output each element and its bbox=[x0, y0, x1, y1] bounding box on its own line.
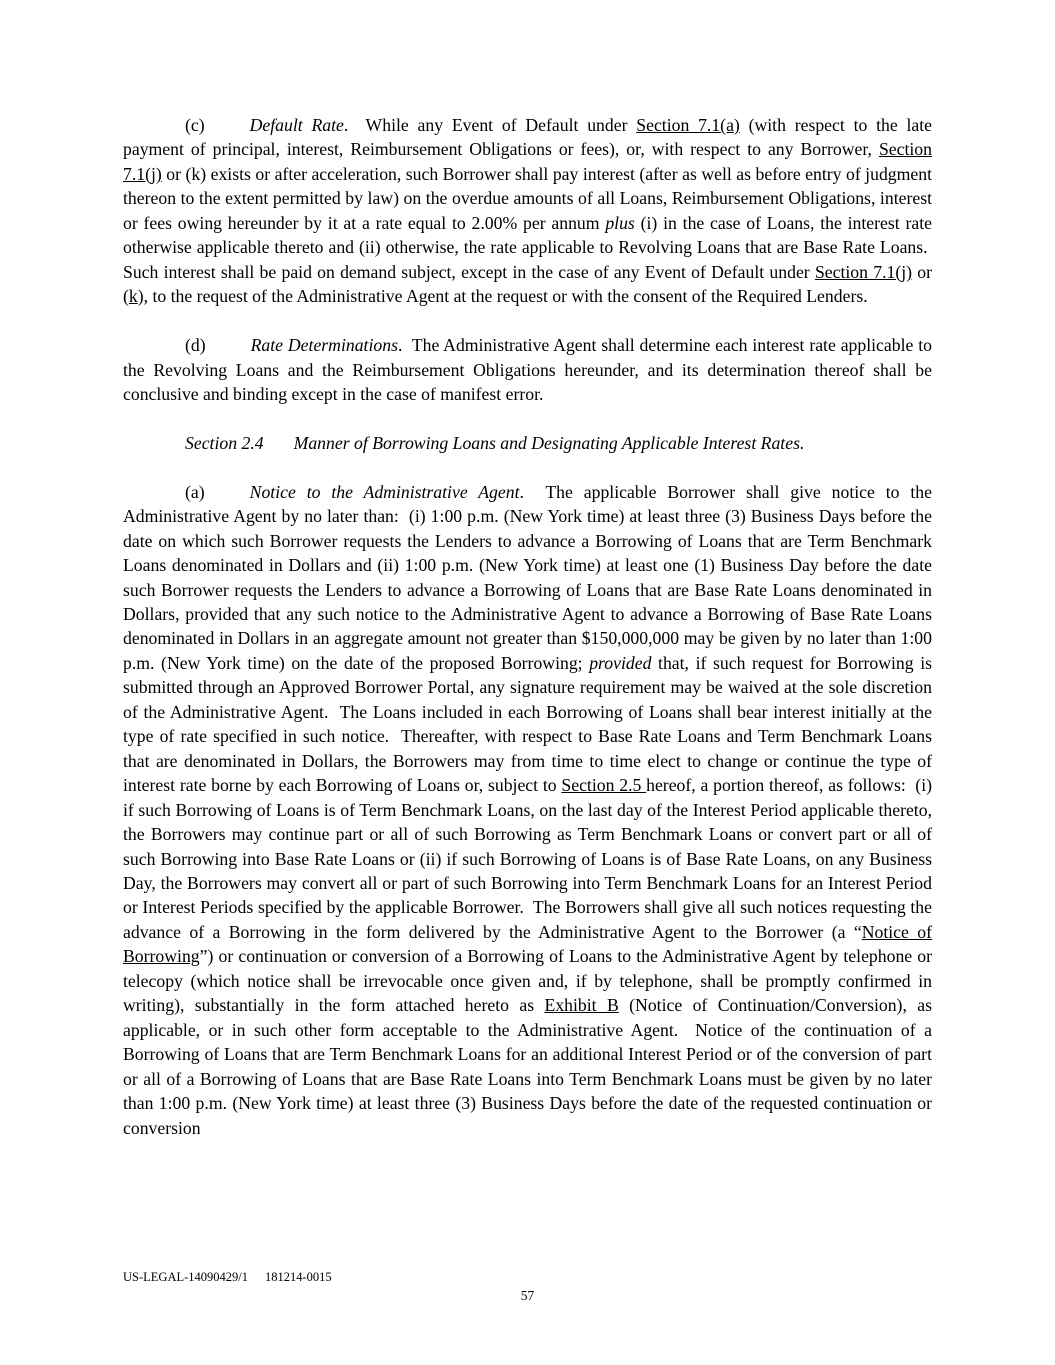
page-number: 57 bbox=[520, 1288, 535, 1303]
section-2-4-heading: Section 2.4 Manner of Borrowing Loans and Designating Applicable Interest Rates. bbox=[185, 432, 805, 453]
document-footer bbox=[123, 1270, 332, 1285]
footer-control-number: 181214-0015 bbox=[265, 1270, 332, 1284]
paragraph-c-default-rate: (c) Default Rate. While any Event of Default under Section 7.1(a) (with respect to the late payment of principal, interest, Reimbursement Obligations or fees), or, with respect to any Borrower, Section 7.1(j) or (k) exists or after acceleration, such Borrower shall pay interest (after as well as before entry of judgment thereon to the extent permitted by law) on the overdue amounts of all Loans, Reimbursement Obligations, interest or fees owing hereunder by it at a rate equal to 2.00% per annum plus (i) in the case of Loans, the interest rate otherwise applicable thereto and (ii) otherwise, the rate applicable to Revolving Loans that are Base Rate Loans. Such interest shall be paid on demand subject, except in the case of any Event of Default under Section 7.1(j) or (k), to the request of the Administrative Agent at the request or with the consent of the Required Lenders. bbox=[123, 115, 933, 307]
paragraph-d-rate-determinations: (d) Rate Determinations. The Administrative Agent shall determine each interest rate applicable to the Revolving Loans and the Reimbursement Obligations hereunder, and its determination thereof shall be conclusive and binding except in the case of manifest error. bbox=[123, 335, 932, 404]
footer-doc-number: US-LEGAL-14090429/1 bbox=[123, 1270, 248, 1284]
document-text-block bbox=[123, 113, 932, 1140]
paragraph-a-notice-to-administrative-agent: (a) Notice to the Administrative Agent. The applicable Borrower shall give notice to the Administrative Agent by no later than: (i) 1:00 p.m. (New York time) at least three (3) Business Days before the date on which such Borrower requests the Lenders to advance a Borrowing of Loans that are Term Benchmark Loans denominated in Dollars and (ii) 1:00 p.m. (New York time) at least one (1) Business Day before the date such Borrower requests the Lenders to advance a Borrowing of Loans that are Base Rate Loans denominated in Dollars, provided that any such notice to the Administrative Agent to advance a Borrowing of Base Rate Loans denominated in Dollars in an aggregate amount not greater than $150,000,000 may be given by no later than 1:00 p.m. (New York time) on the date of the proposed Borrowing; provided that, if such request for Borrowing is submitted through an Approved Borrower Portal, any signature requirement may be waived at the sole discretion of the Administrative Agent. The Loans included in each Borrowing of Loans shall bear interest initially at the type of rate specified in such notice. Thereafter, with respect to Base Rate Loans and Term Benchmark Loans that are denominated in Dollars, the Borrowers may from time to time elect to change or continue the type of interest rate borne by each Borrowing of Loans or, subject to Section 2.5 hereof, a portion thereof, as follows: (i) if such Borrowing of Loans is of Term Benchmark Loans, on the last day of the Interest Period applicable thereto, the Borrowers may continue part or all of such Borrowing as Term Benchmark Loans or convert part or all of such Borrowing into Base Rate Loans or (ii) if such Borrowing of Loans is of Base Rate Loans, on any Business Day, the Borrowers may convert all or part of such Borrowing into Term Benchmark Loans for an Interest Period or Interest Periods specified by the applicable Borrower. The Borrowers shall give all such notices requesting the advance of a Borrowing in the form delivered by the Administrative Agent to the Borrower (a “Notice of Borrowing”) or continuation or conversion of a Borrowing of Loans to the Administrative Agent by telephone or telecopy (which notice shall be irrevocable once given and, if by telephone, shall be promptly confirmed in writing), substantially in the form attached hereto as Exhibit B (Notice of Continuation/Conversion), as applicable, or in such other form acceptable to the Administrative Agent. Notice of the continuation of a Borrowing of Loans that are Term Benchmark Loans for an additional Interest Period or of the conversion of part or all of a Borrowing of Loans that are Base Rate Loans into Term Benchmark Loans must be given by no later than 1:00 p.m. (New York time) at least three (3) Business Days before the date of the requested continuation or conversion bbox=[123, 481, 933, 1138]
